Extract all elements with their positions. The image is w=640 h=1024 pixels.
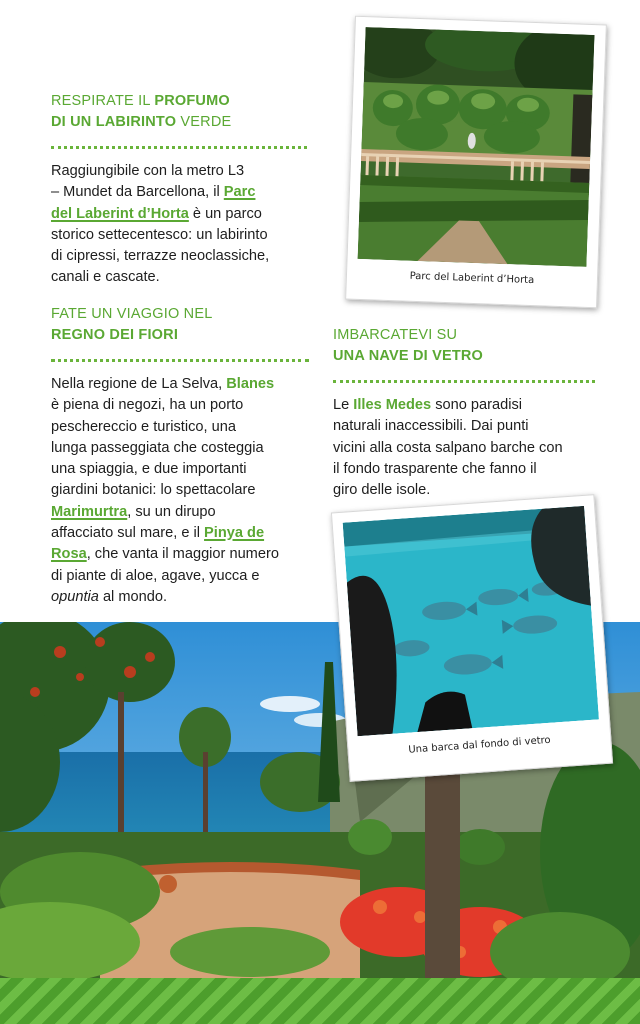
caption-nave-vetro: Una barca dal fondo di vetro (408, 734, 551, 756)
dotted-divider (333, 380, 595, 383)
section-fiori (51, 304, 309, 608)
dotted-divider (51, 359, 309, 362)
highlight-blanes: Blanes (226, 376, 275, 392)
labyrinth-garden-image (358, 27, 595, 267)
caption-labirinto: Parc del Laberint d’Horta (409, 270, 535, 287)
paragraph-nave: Le Illes Medes sono paradisi naturali inaccessibili. Dai punti vicini alla costa salpano barche con il fondo trasparente che fanno il giro delle isole. (333, 397, 563, 499)
highlight-illes-medes: Illes Medes (353, 397, 432, 413)
dotted-divider (51, 146, 307, 149)
paragraph-labirinto: Raggiungibile con la metro L3 – Mundet da Barcellona, il Parc del Laberint d’Horta è un parco storico settecentesco: un labirinto di cipressi, terrazze neoclassiche, canali e cascate. (51, 163, 270, 286)
paragraph-fiori: Nella regione de La Selva, Blanes è piena di negozi, ha un porto peschereccio e turistico, una lunga passeggiata che costeggia una spiaggia, e due importanti giardini botanici: lo spettacolare Marimurtra, su un dirupo affacciato sul mare, e il Pinya de Rosa, che vanta il maggior numero di piante di aloe, agave, yucca e opuntia al mondo. (51, 376, 279, 605)
link-pinya-de-rosa[interactable]: Pinya de (204, 525, 265, 542)
polaroid-labirinto (345, 16, 607, 309)
striped-footer-band (0, 978, 640, 1024)
heading-fiori: FATE UN VIAGGIO NEL REGNO DEI FIORI (51, 306, 213, 343)
section-labirinto (51, 91, 307, 289)
link-parc-laberint-2[interactable]: del Laberint d’Horta (51, 205, 189, 222)
section-nave (333, 325, 595, 501)
photo-labyrinth (358, 27, 595, 267)
link-pinya-de-rosa-2[interactable]: Rosa (51, 546, 87, 563)
polaroid-nave-vetro (331, 494, 613, 782)
heading-labirinto: RESPIRATE IL PROFUMO DI UN LABIRINTO VERDE (51, 93, 232, 130)
photo-glass-bottom-boat (343, 506, 599, 736)
heading-nave: IMBARCATEVI SU UNA NAVE DI VETRO (333, 327, 484, 364)
link-marimurtra[interactable]: Marimurtra (51, 503, 128, 520)
underwater-view-image (343, 506, 599, 736)
link-parc-laberint[interactable]: Parc (223, 184, 256, 201)
